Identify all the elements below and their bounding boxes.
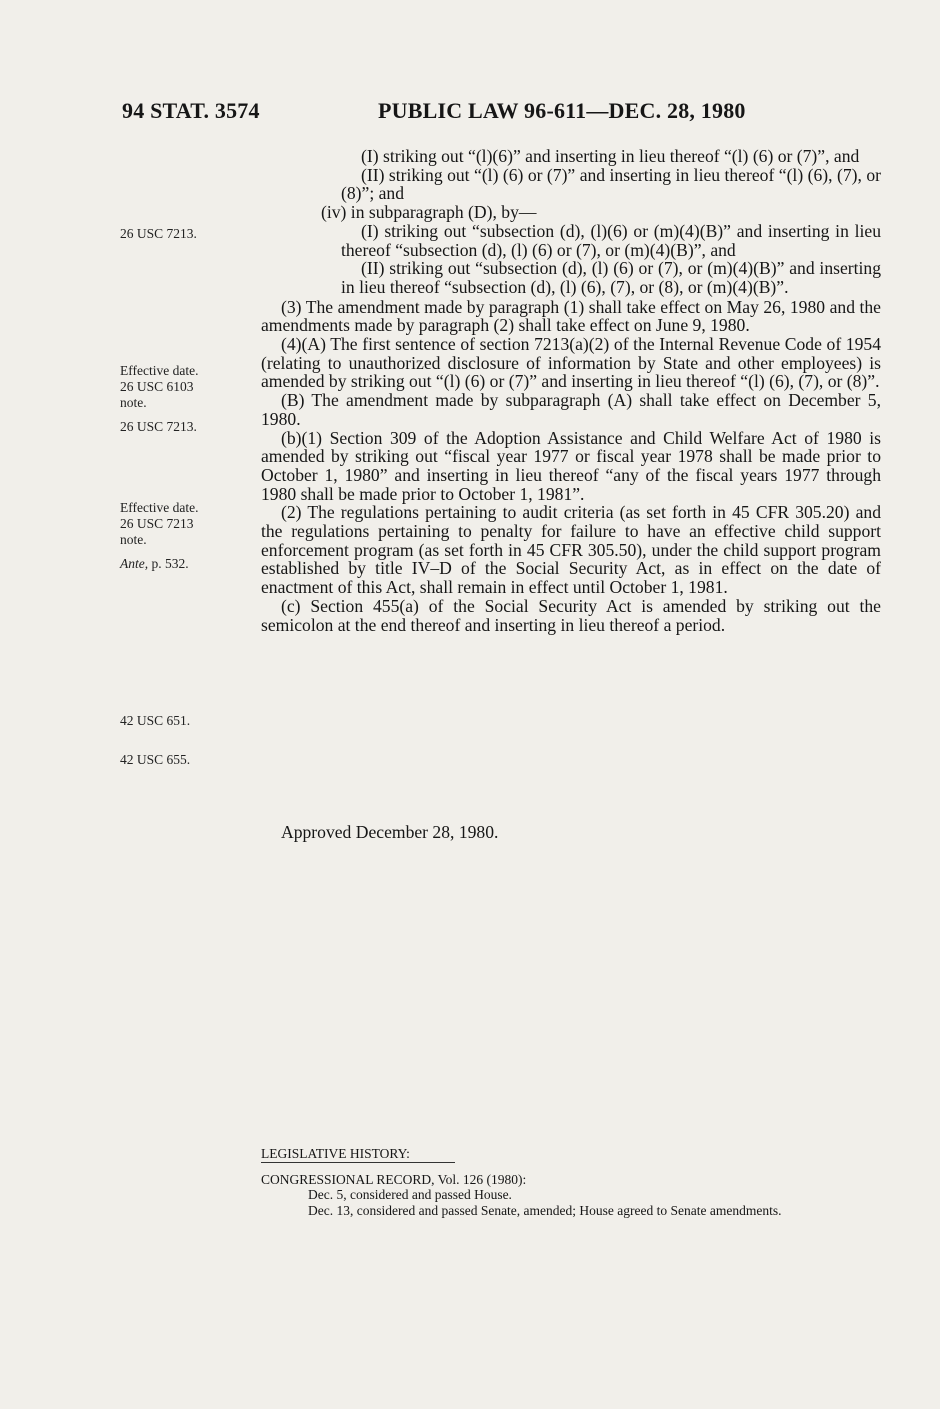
margin-note-ante-page: p. 532. [148, 556, 189, 571]
margin-note-line: Effective date. [120, 500, 199, 515]
approval-date: Approved December 28, 1980. [281, 822, 499, 842]
paragraph-text: (3) The amendment made by paragraph (1) shall take effect on May 26, 1980 and the amendments made by paragraph (2) shall take effect on June 9, 1980. [261, 296, 881, 336]
clause-text: (iv) in subparagraph (D), by— [321, 202, 537, 223]
paragraph-text: (4)(A) The first sentence of section 7213(a)(2) of the Internal Revenue Code of 1954 (relating to unauthorized disclosure of information by State and other employees) is amended by striking out “(l) (6) or (7)” and inserting in lieu thereof “(l) (6), (7), or (8)”. [261, 334, 881, 392]
page-title: PUBLIC LAW 96-611—DEC. 28, 1980 [378, 98, 746, 123]
legislative-history-title: LEGISLATIVE HISTORY: [261, 1146, 410, 1161]
congressional-record: CONGRESSIONAL RECORD, Vol. 126 (1980): [261, 1172, 527, 1187]
clause-text: (II) striking out “subsection (d), (l) (6) or (7), or (m)(4)(B)” and inserting in lieu thereof “subsection (d), (l) (6), (7), or (8), or (m)(4)(B)”. [341, 258, 881, 297]
margin-note-usc: 42 USC 655. [120, 752, 191, 767]
margin-note-ante-italic: Ante, [120, 556, 149, 571]
clause-text: (II) striking out “(l) (6) or (7)” and inserting in lieu thereof “(l) (6), (7), or (8)”; and [341, 164, 881, 204]
paragraph-text: (c) Section 455(a) of the Social Security Act is amended by striking out the semicolon at the end thereof and inserting in lieu thereof a period. [261, 595, 881, 635]
margin-note-ante [120, 556, 189, 572]
margin-note-line: Effective date. [120, 363, 199, 378]
divider [261, 1162, 455, 1163]
statute-body [261, 147, 881, 634]
margin-note-line: 26 USC 7213 [120, 516, 194, 531]
paragraph-text: (b)(1) Section 309 of the Adoption Assistance and Child Welfare Act of 1980 is amended by striking out “fiscal year 1977 or fiscal year 1978 shall be made prior to October 1, 1980” and inserting in lieu thereof “any of the fiscal years 1977 through 1980 shall be made prior to October 1, 1981”. [261, 427, 881, 504]
history-entry: Dec. 13, considered and passed Senate, amended; House agreed to Senate amendments. [308, 1203, 782, 1218]
margin-note-line: note. [120, 395, 147, 410]
margin-note-usc: 26 USC 7213. [120, 226, 197, 241]
margin-note-effective-date [120, 363, 198, 411]
statute-page-number: 94 STAT. 3574 [122, 98, 260, 123]
margin-note-usc: 42 USC 651. [120, 713, 191, 728]
margin-note-line: 26 USC 6103 [120, 379, 194, 394]
paragraph-text: (B) The amendment made by subparagraph (A) shall take effect on December 5, 1980. [261, 390, 881, 429]
margin-note-effective-date [120, 500, 198, 548]
paragraph-text: (2) The regulations pertaining to audit criteria (as set forth in 45 CFR 305.20) and the regulations pertaining to penalty for failure to have an effective child support enforcement program (as set forth in 45 CFR 305.50), under the child support program established by title IV–D of the Social Security Act, as in effect on the date of enactment of this Act, shall remain in effect until October 1, 1981. [261, 502, 881, 598]
margin-note-line: note. [120, 532, 147, 547]
clause-text: (I) striking out “(l)(6)” and inserting in lieu thereof “(l) (6) or (7)”, and [361, 146, 860, 166]
clause-text: (I) striking out “subsection (d), (l)(6) or (m)(4)(B)” and inserting in lieu thereof “subsection (d), (l) (6) or (7), or (m)(4)(B)”, and [341, 220, 881, 260]
margin-note-usc: 26 USC 7213. [120, 419, 197, 434]
history-entry: Dec. 5, considered and passed House. [308, 1187, 512, 1202]
